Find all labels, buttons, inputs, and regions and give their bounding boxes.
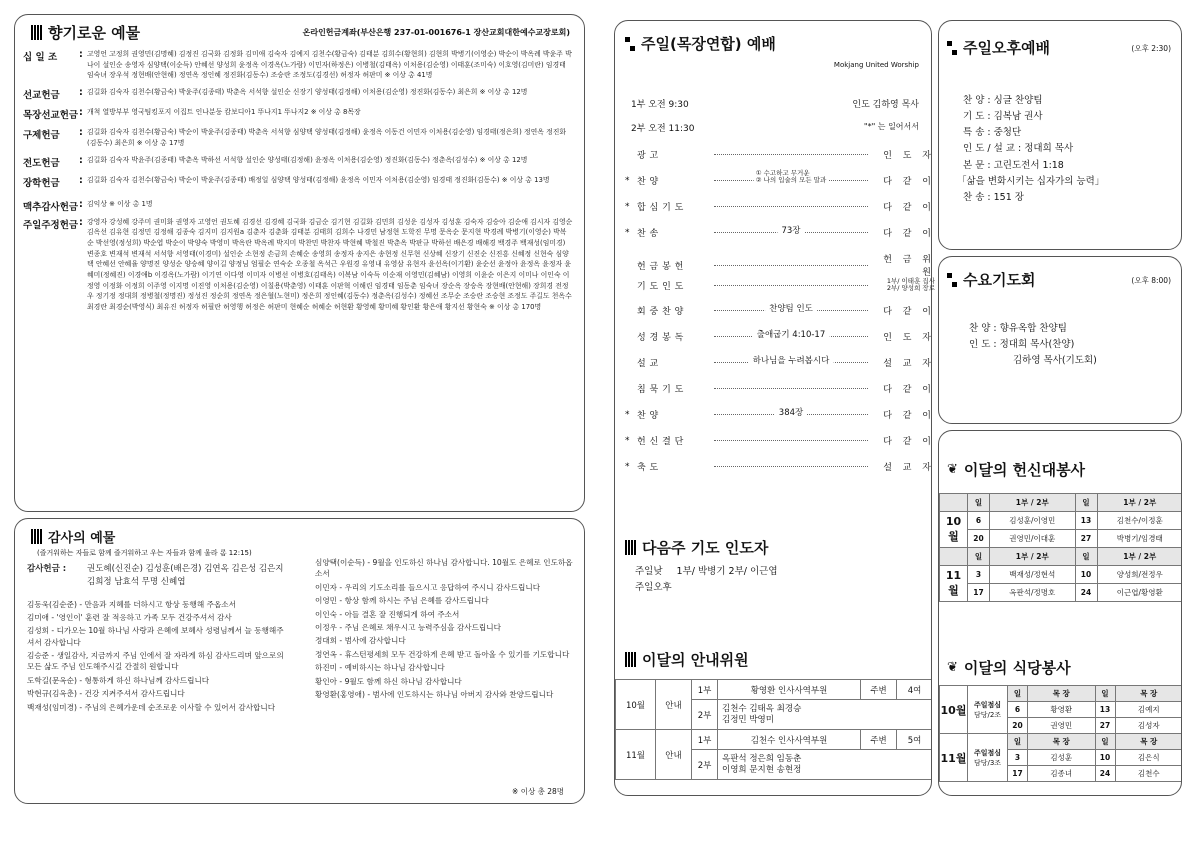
dedication-row: [940, 566, 1183, 584]
dotted-leader: [714, 206, 868, 207]
flower-icon: ❦: [947, 462, 958, 477]
month-label: 10월: [940, 512, 968, 548]
dotted-leader: [714, 440, 868, 441]
column-header: 일: [1008, 734, 1028, 750]
wednesday-line: 인 도 : 정대희 목사(찬양): [969, 339, 1075, 351]
offering-names: 강영자 강성혜 강주미 권미화 권영자 고영언 권도혜 김경선 김경혜 김국화 김금순 김기현 김길화 김민희 김성운 김성자 김성훈 김숙자 김승아 김순애 김시자 김영순 김옥선 김유현 김정민 김정해 김종숙 김지미 김지원a 김춘자 김춘화 김태분 김태희 김희수 나경민 남정현 도학진 무명 문옥순 문지현 박경례 박병기(이영순) 박복순 박선영(정성희) 박순엽 박순이 박양숙 박영미 박옥란 박옥례 박지미 박찬민 박찬자 박현혜 박철진 박춘옥 박판규 박하선 배은경 배해경 백경주 백재성(임미경) 변종호 변재석 변재석 서석향 서영태(이경미) 설인순 소현정 손금희 손혜순 송영희 송정자 송지은 송현정 신무현 신상혜 신장기 신진순 신진흥 신혜정 신현숙 심양택 안혜선 안혜율 양명진 양성순 양승혜 양이길 양정님 엄필순 연숙순 오종철 옥석근 우원경 유영내 유영삼 유현자 윤선옥(이기환) 윤순선 윤정아 윤정옥 윤정자 윤혜미(정혜진) 이경애b 이경옥(노가람) 이기연 이다영 이미자 이병선 이병호(김태옥) 이복남 이숙득 이순재 이영민(김혜남) 이영희 이윤순 이은지 이미나 이인숙 이정영 이정화 이정희 이주영 이지명 이진영 이처용(김순영) 이칠용(박춘영) 이태훈 이판혁 이해린 임경태 임동춘 임숙녀 장순옥 장승옥 장현배(안현해) 장희경 전정우 정기정 정대희 정병철(정명진) 정성진 정순희 정연옥 정은혈(노현미) 정은희 정인혜(김동수) 정춘옥(김성수) 정혜선 조무순 조승란 조승현 조정도 주길도 천옥수 최경란 최경순(박영식) 최유진 허정자 허필란 허영행 허정은 허판미 현혜순 허혜순 허현환 황영혜 황미혜 황인환 황은애 황지선 황현숙 ※ 이상 총 170명: [87, 217, 573, 312]
afternoon-line: 찬 송 : 151 장: [963, 191, 1024, 203]
worship-item-person: 다 같 이: [883, 437, 935, 447]
worship-item-person: 설 교 자: [883, 463, 935, 473]
dotted-leader: [714, 330, 868, 340]
offering-colon: :: [79, 174, 83, 186]
usher-role: 주변: [861, 730, 897, 750]
dedication-title: 이달의 헌신대봉사: [963, 461, 1086, 479]
day-cell: 17: [968, 584, 990, 602]
afternoon-title: 주일오후예배: [963, 39, 1050, 57]
worship-item: [625, 169, 935, 187]
offering-colon: :: [79, 154, 83, 166]
section-mark-icon: [625, 540, 636, 555]
offering-colon: :: [79, 107, 83, 119]
offering-label: 십 일 조: [23, 52, 58, 63]
offering-header: [31, 22, 140, 43]
day-cell: 10: [1075, 566, 1097, 584]
thanks-entry: 백재성(임미경) - 주님의 은혜가운데 순조로운 이사할 수 있어서 감사합니다: [27, 702, 276, 712]
thanks-entry: 이영민 - 항상 함께 하시는 주님 은혜를 감사드립니다: [315, 596, 489, 606]
thanks-entry: 이민자 - 우리의 기도소리를 들으시고 응답하여 주시니 감사드립니다: [315, 582, 541, 592]
day-cell: 27: [1075, 530, 1097, 548]
thanks-entry: 박현규(김옥춘) - 건강 지켜주셔서 감사드립니다: [27, 689, 185, 699]
afternoon-line: 「삶을 변화시키는 십자가의 능력」: [957, 175, 1105, 187]
offering-colon: :: [79, 198, 83, 210]
dedication-row: [940, 530, 1183, 548]
afternoon-box: [938, 20, 1182, 250]
afternoon-header: [947, 37, 1050, 58]
thanks-entry: 김동욱(김순준) - 만음과 지혜를 더하시고 항상 동행해 주옵소서: [27, 599, 236, 609]
account-info: 온라인헌금계좌(부산은행 237-01-001676-1 장산교회대한예수교장로회): [302, 28, 570, 37]
day-cell: 6: [1008, 702, 1028, 718]
stand-marker: *: [625, 409, 630, 420]
worship-item: [625, 330, 935, 343]
worship-item-detail: 하나님을 누려봅시다: [749, 354, 834, 366]
worship-item-label: 헌 신 결 단: [637, 437, 684, 447]
worship-item-label: 헌 금 봉 헌: [637, 261, 684, 272]
team-cell: 김예지: [1115, 702, 1182, 718]
column-header: 일: [1008, 686, 1028, 702]
worship-item-label: 침 묵 기 도: [637, 385, 684, 395]
stand-marker: *: [625, 227, 630, 238]
column-header: 일: [1075, 548, 1097, 566]
worship-item-detail: 73장: [777, 224, 804, 236]
offering-label: 전도헌금: [23, 157, 60, 169]
worship-item: [625, 226, 935, 239]
usher-type: 안내: [656, 680, 692, 730]
dotted-leader: [714, 169, 868, 185]
wednesday-lines: [969, 321, 1097, 369]
thanks-box: [14, 518, 585, 804]
dedication-header-row: [940, 548, 1183, 566]
column-header: 목 장: [1115, 686, 1182, 702]
worship-item: [625, 278, 935, 293]
day-cell: 20: [968, 530, 990, 548]
afternoon-line: 특 송 : 중청단: [963, 127, 1022, 139]
worship-item-label: 기 도 인 도: [637, 281, 684, 292]
volunteer-cell: 백재성/정현석: [990, 566, 1076, 584]
thanks-subtitle: (즐거워하는 자들로 함께 즐거워하고 우는 자들과 함께 울라 롬 12:15): [37, 549, 252, 557]
team-cell: 김천수: [1115, 766, 1182, 782]
thanks-title: 감사의 예물: [48, 531, 116, 546]
column-header: 목 장: [1028, 734, 1096, 750]
next-prayer-row1-value: 1부/ 박병기 2부/ 이근엽: [676, 566, 778, 577]
worship-item-person: 1부/ 이태훈 집사 2부/ 양성희 장로: [886, 277, 935, 293]
worship-item: [625, 252, 935, 278]
usher-count: 4여: [897, 680, 933, 700]
afternoon-line: 기 도 : 김복남 권사: [963, 111, 1043, 123]
team-cell: 김성훈: [1028, 750, 1096, 766]
worship-note: "*" 는 일어서서: [863, 122, 919, 131]
column-header: 1부 / 2부: [1097, 494, 1182, 512]
worship-item-label: 광 고: [637, 151, 659, 161]
usher-names: 황영환 인사사역부원: [718, 680, 861, 700]
dotted-leader: [714, 466, 868, 467]
usher-part: 2부: [692, 750, 718, 780]
dedication-table: [939, 493, 1182, 602]
worship-item-label: 성 경 봉 독: [637, 333, 684, 343]
thanks-entry: 정연옥 - 휴스턴평세희 모두 건강하게 은혜 받고 돌아올 수 있기를 기도합니다: [315, 649, 570, 659]
worship-item: [625, 304, 935, 317]
wednesday-line: 김하영 목사(기도회): [1013, 355, 1097, 367]
offering-row: [23, 155, 573, 169]
dotted-leader: [714, 356, 868, 366]
dotted-leader: [714, 304, 868, 314]
column-header: 1부 / 2부: [990, 548, 1076, 566]
offering-label: 장학헌금: [23, 177, 60, 189]
service-box: [938, 430, 1182, 796]
day-cell: 20: [1008, 718, 1028, 734]
cafeteria-table: [939, 685, 1182, 782]
dedication-header-row: [940, 494, 1183, 512]
volunteer-cell: 이근엽/황영환: [1097, 584, 1182, 602]
thanks-entry: 황영환(홍영애) - 범사에 인도하시는 하나님 아버지 감사와 찬양드립니다: [315, 689, 554, 699]
dotted-leader: [714, 265, 868, 266]
dotted-leader: [714, 388, 868, 389]
usher-names: 김천수 인사사역부원: [718, 730, 861, 750]
next-prayer-header: [625, 537, 768, 558]
thanks-left-list: [27, 599, 289, 714]
thanks-head-label: 감사헌금 :: [27, 564, 67, 574]
usher-month: 10월: [616, 680, 656, 730]
offering-label: 목장선교헌금: [23, 110, 79, 122]
offering-label: 구제헌금: [23, 130, 60, 142]
day-cell: 10: [1095, 750, 1115, 766]
day-cell: 13: [1095, 702, 1115, 718]
day-cell: 13: [1075, 512, 1097, 530]
column-header: 1부 / 2부: [990, 494, 1076, 512]
worship-item: [625, 408, 935, 421]
day-cell: 24: [1095, 766, 1115, 782]
worship-item-person: 다 같 이: [883, 411, 935, 421]
offering-colon: :: [79, 49, 83, 60]
offering-names: 김익상 ※ 이상 총 1명: [87, 199, 153, 208]
wednesday-line: 찬 양 : 향유옥합 찬양팀: [969, 323, 1067, 334]
offering-names: 김길화 김숙자 김천수(황금숙) 박윤주(김종태) 박춘옥 서석향 설인순 신장기 양성태(김정해) 이처용(김순영) 정진화(김동수) 최은희 ※ 이상 총 12명: [87, 88, 528, 97]
stand-marker: *: [625, 435, 630, 446]
worship-item-label: 합 심 기 도: [637, 203, 684, 213]
worship-item: [625, 434, 935, 447]
next-prayer-row1: [635, 563, 778, 577]
volunteer-cell: 양성희/전정우: [1097, 566, 1182, 584]
worship-item-person: 다 같 이: [883, 177, 935, 187]
cafeteria-header-row: [940, 686, 1183, 702]
worship-title: 주일(목장연합) 예배: [641, 35, 776, 53]
section-mark-icon: [947, 273, 957, 287]
worship-item: [625, 356, 935, 369]
worship-item-person: 다 같 이: [883, 307, 935, 317]
worship-item-label: 축 도: [637, 463, 659, 473]
offering-names: 김길화 김숙자 김천수(황금숙) 박순이 박윤주(김종태) 배정일 심양택 양성태(김정해) 윤정옥 이민자 이처용(김순영) 임경태 정진화(김동수) ※ 이상 총 13명: [87, 175, 550, 184]
usher-part: 2부: [692, 700, 718, 730]
column-header: 일: [1095, 686, 1115, 702]
column-header: 일: [1095, 734, 1115, 750]
afternoon-line: 본 문 : 고린도전서 1:18: [963, 159, 1064, 171]
afternoon-lines: [957, 93, 1105, 206]
cafeteria-sub-label: 주일점심: [973, 700, 1002, 709]
wednesday-time: (오후 8:00): [1131, 276, 1171, 285]
worship-item-person: 인 도 자: [883, 151, 935, 161]
stand-marker: *: [625, 175, 630, 186]
offering-row: [23, 107, 573, 121]
flower-icon: ❦: [947, 660, 958, 675]
thanks-right-column: [315, 557, 573, 702]
thanks-entry: 이인숙 - 아들 결혼 잘 진행되게 하여 주소서: [315, 609, 460, 619]
offering-colon: :: [79, 127, 83, 139]
section-mark-icon: [625, 652, 636, 667]
offering-row: [23, 87, 573, 101]
worship-leader: 인도 김하영 목사: [852, 100, 919, 110]
wednesday-header: [947, 269, 1035, 290]
cafeteria-sub: [968, 686, 1008, 734]
offering-row: [23, 127, 573, 148]
volunteer-cell: 김천수/이정훈: [1097, 512, 1182, 530]
usher-count: 5여: [897, 730, 933, 750]
cafeteria-sub-team: 담당/3조: [973, 758, 1002, 767]
stand-marker: *: [625, 461, 630, 472]
worship-item-detail: 출애굽기 4:10-17: [753, 328, 830, 340]
worship-item-person: 다 같 이: [883, 229, 935, 239]
column-header: 일: [968, 494, 990, 512]
thanks-entry: 이정우 - 주님 은혜로 채우시고 능력주심을 감사드립니다: [315, 622, 501, 632]
worship-item-person: 헌 금 위 원: [883, 255, 935, 278]
offering-row: [23, 175, 573, 189]
day-cell: 3: [968, 566, 990, 584]
thanks-entry: 김미애 - '영인이' 훈련 잘 적응하고 가족 모두 건강주셔서 감사: [27, 612, 232, 622]
wednesday-box: [938, 256, 1182, 424]
worship-item-label: 찬 양: [637, 177, 659, 187]
thanks-header: [31, 527, 115, 546]
thanks-entry: 정대희 - 범사에 감사합니다: [315, 636, 406, 646]
offering-list: [15, 49, 581, 317]
day-cell: 6: [968, 512, 990, 530]
worship-item: [625, 200, 935, 213]
afternoon-line: 인 도 / 설 교 : 정대희 목사: [963, 143, 1074, 155]
worship-time1: 1부 오전 9:30: [631, 100, 689, 110]
usher-role: 주변: [861, 680, 897, 700]
section-mark-icon: [625, 37, 635, 51]
worship-item-label: 회 중 찬 양: [637, 307, 684, 317]
offering-names: 김길화 김숙자 김천수(황금숙) 박순이 박윤주(김종태) 박춘옥 서석향 심양택 양성태(김정해) 윤정옥 이동건 이민자 이처용(김순영) 임경태(정은희) 정연옥 정진화(김동수) 최은희 ※ 이상 총 17명: [87, 128, 567, 147]
worship-item-person: 다 같 이: [883, 203, 935, 213]
worship-item: [625, 382, 935, 395]
cafeteria-sub-team: 담당/2조: [973, 710, 1002, 719]
thanks-entry: 황인아 - 9월도 함께 하신 하나님 감사합니다: [315, 676, 462, 686]
month-label: 11월: [940, 734, 968, 782]
offering-row: [23, 217, 573, 313]
offering-label: 주일주정헌금: [23, 219, 79, 231]
column-header: 목 장: [1028, 686, 1096, 702]
dedication-row: [940, 512, 1183, 530]
thanks-entry: 심양택(이순득) - 9월을 인도하신 하나님 감사합니다. 10월도 은혜로 인도하옵소서: [315, 558, 573, 579]
offering-row: [23, 199, 573, 213]
worship-header: [625, 33, 776, 54]
ushers-title: 이달의 안내위원: [642, 651, 749, 669]
worship-time2: 2부 오전 11:30: [631, 124, 695, 134]
offering-label: 맥추감사헌금: [23, 201, 79, 213]
cafeteria-sub: [968, 734, 1008, 782]
team-cell: 권영민: [1028, 718, 1096, 734]
cafeteria-header: [947, 657, 1071, 678]
dotted-leader: [714, 226, 868, 236]
thanks-entry: 하진미 - 예비하시는 하나님 감사합니다: [315, 663, 445, 673]
dotted-leader: [714, 154, 868, 155]
team-cell: 김은식: [1115, 750, 1182, 766]
offering-names: 개척 열방부부 영국팀킹포지 이집트 인나분둥 캄보디아1 뚜나지1 뚜나지2 ※ 이상 총 8목장: [87, 108, 361, 117]
month-label: 11월: [940, 566, 968, 602]
offering-label: 선교헌금: [23, 90, 60, 102]
next-prayer-title: 다음주 기도 인도자: [642, 539, 769, 557]
thanks-entry: 김성희 - 디가오는 10월 하나님 사랑과 은혜에 보혜사 성령님께서 늘 동행해주셔서 감사합니다: [27, 626, 284, 647]
usher-month: 11월: [616, 730, 656, 780]
worship-item-detail: ① 수고하고 무거운 ② 나의 입술의 모든 말과: [755, 169, 827, 185]
afternoon-line: 찬 양 : 싱글 찬양팀: [963, 95, 1043, 106]
volunteer-cell: 박병기/임경태: [1097, 530, 1182, 548]
next-prayer-row2-label: 주일오후: [635, 582, 672, 593]
thanks-head-names: 권도혜(신진순) 김성훈(배은경) 김연옥 김은성 김은지 김희정 남효석 무명 신혜엽: [87, 564, 284, 587]
ushers-table: [615, 679, 932, 780]
team-cell: 김종녀: [1028, 766, 1096, 782]
usher-row: [616, 730, 933, 750]
offering-box: [14, 14, 585, 512]
offering-names: 고영언 고정희 권영민(김명혜) 김정진 김국화 김정화 김미애 김숙자 김예지 김천수(황금숙) 김태분 김희수(황현희) 김현희 박병기(이영순) 박순이 박옥례 박윤주 박나이 설인순 송영자 심양택(이순득) 안혜선 양성희 윤정옥 이경옥(노가람) 이민자(하정은) 이병철(김태옥) 이처용(김순영) 이태훈(조미숙) 이호영(김미란) 임경태 임숙녀 장우석 정현배(안현해) 정연옥 정인혜 정진화(김동수) 조승란 조정도(김경선) 허정자 허판미 ※ 이상 총 41명: [87, 50, 572, 80]
section-mark-icon: [31, 529, 42, 544]
offering-row: [23, 49, 573, 81]
thanks-left-column: [27, 563, 289, 715]
section-mark-icon: [31, 25, 42, 40]
thanks-total: ※ 이상 총 28명: [512, 787, 564, 796]
offering-colon: :: [79, 87, 83, 99]
volunteer-cell: 권영민/이대훈: [990, 530, 1076, 548]
ushers-header: [625, 649, 749, 670]
day-cell: 3: [1008, 750, 1028, 766]
worship-item-label: 찬 양: [637, 411, 659, 421]
column-header: 목 장: [1115, 734, 1182, 750]
worship-item-person: 인 도 자: [883, 333, 935, 343]
worship-item-person: 다 같 이: [883, 385, 935, 395]
column-header: 1부 / 2부: [1097, 548, 1182, 566]
dedication-header: [947, 459, 1085, 480]
cafeteria-header-row: [940, 734, 1183, 750]
worship-item-detail: 찬양팀 인도: [765, 302, 817, 314]
team-cell: 황영환: [1028, 702, 1096, 718]
dotted-leader: [714, 408, 868, 418]
volunteer-cell: 김성훈/이영민: [990, 512, 1076, 530]
day-cell: 27: [1095, 718, 1115, 734]
thanks-entry: 김승준 - 생일감사, 지금까지 주님 인에서 잘 자라게 하심 감사드리며 앞으로의 모든 삶도 주님 인도해주시길 간절히 원합니다: [27, 651, 284, 672]
stand-marker: *: [625, 201, 630, 212]
team-cell: 김성자: [1115, 718, 1182, 734]
volunteer-cell: 옥판석/정명호: [990, 584, 1076, 602]
column-header: 일: [968, 548, 990, 566]
usher-type: 안내: [656, 730, 692, 780]
afternoon-time: (오후 2:30): [1131, 44, 1171, 53]
next-prayer-row1-label: 주일낮: [635, 566, 663, 577]
worship-subtitle: Mokjang United Worship: [833, 61, 919, 69]
worship-item-person: 설 교 자: [883, 359, 935, 369]
wednesday-title: 수요기도회: [963, 271, 1036, 289]
worship-item-label: 설 교: [637, 359, 659, 369]
offering-names: 김길화 김숙자 박윤주(김종태) 박춘옥 박하선 서석향 설인순 양성태(김정해) 윤정옥 이처용(김순영) 정진화(김동수) 정춘옥(김성수) ※ 이상 총 12명: [87, 155, 528, 164]
thanks-entry: 도학길(문옥순) - 형통하게 하신 하나님께 감사드립니다: [27, 675, 210, 685]
usher-part: 1부: [692, 680, 718, 700]
offering-colon: :: [79, 216, 83, 228]
dedication-row: [940, 584, 1183, 602]
worship-item-detail: 384장: [775, 406, 807, 418]
worship-item-label: 찬 송: [637, 229, 659, 239]
section-mark-icon: [947, 41, 957, 55]
cafeteria-sub-label: 주일점심: [973, 748, 1002, 757]
day-cell: 24: [1075, 584, 1097, 602]
worship-item: [625, 148, 935, 161]
day-cell: 17: [1008, 766, 1028, 782]
worship-item: [625, 460, 935, 473]
usher-part: 1부: [692, 730, 718, 750]
column-header: 일: [1075, 494, 1097, 512]
usher-row: [616, 680, 933, 700]
dotted-leader: [714, 285, 868, 286]
thanks-right-list: [315, 557, 573, 700]
usher-names: 김천수 김태옥 최경승 김정민 박영미: [718, 700, 933, 730]
month-label: 10월: [940, 686, 968, 734]
cafeteria-title: 이달의 식당봉사: [963, 659, 1071, 677]
offering-title: 향기로운 예물: [48, 24, 141, 42]
usher-names: 옥판석 정은희 임동춘 이영희 문지현 송현정: [718, 750, 933, 780]
